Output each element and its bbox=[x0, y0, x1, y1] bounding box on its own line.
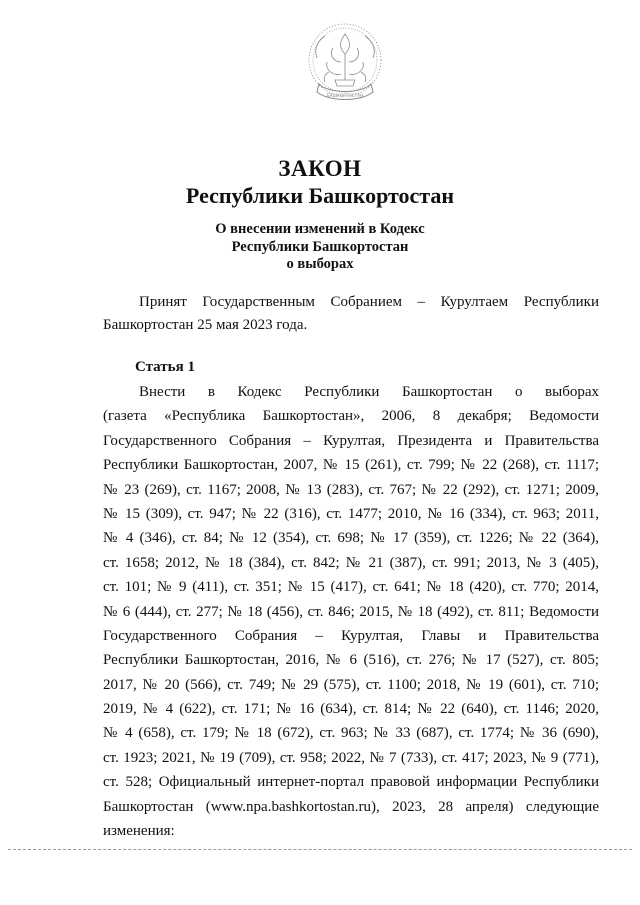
emblem-ribbon-text: БАШКОРТОСТАН bbox=[326, 93, 364, 98]
article-line: Государственного Собрания – Курултая, Президента и Правительства bbox=[103, 432, 599, 449]
adoption-line: Башкортостан 25 мая 2023 года. bbox=[103, 317, 308, 333]
adoption-line: Принят Государственным Собранием – Курултаем Республики bbox=[139, 294, 599, 310]
law-name-line: О внесении изменений в Кодекс bbox=[215, 221, 425, 237]
article-line: № 6 (444), ст. 277; № 18 (456), ст. 846; 2015, № 18 (492), ст. 811; Ведомости bbox=[103, 603, 599, 620]
article-line: Республики Башкортостан, 2016, № 6 (516), ст. 276; № 17 (527), ст. 805; bbox=[103, 652, 599, 669]
article-line: Республики Башкортостан, 2007, № 15 (261), ст. 799; № 22 (268), ст. 1117; bbox=[103, 457, 599, 474]
article-line: № 23 (269), ст. 1167; 2008, № 13 (283), ст. 767; № 22 (292), ст. 1271; 2009, bbox=[103, 481, 599, 498]
article-line: № 15 (309), ст. 947; № 22 (316), ст. 1477; 2010, № 16 (334), ст. 963; 2011, bbox=[103, 505, 599, 522]
coat-of-arms-icon bbox=[303, 18, 387, 112]
article-line: ст. 101; № 9 (411), ст. 351; № 15 (417), ст. 641; № 18 (420), ст. 770; 2014, bbox=[103, 579, 599, 596]
article-line: Внести в Кодекс Республики Башкортостан о выборах bbox=[139, 384, 599, 400]
law-name bbox=[0, 221, 640, 274]
law-name-line: Республики Башкортостан bbox=[231, 238, 409, 255]
article-line: № 4 (346), ст. 84; № 12 (354), ст. 698; № 17 (359), ст. 1226; № 22 (364), bbox=[103, 530, 599, 547]
article-line: Государственного Собрания – Курултая, Главы и Правительства bbox=[103, 627, 599, 644]
article-line: № 4 (658), ст. 179; № 18 (672), ст. 963; № 33 (687), ст. 1774; № 36 (690), bbox=[103, 725, 599, 742]
article-line: 2017, № 20 (566), ст. 749; № 29 (575), ст. 1100; 2018, № 19 (601), ст. 710; bbox=[103, 676, 599, 693]
republic-subtitle: Республики Башкортостан bbox=[185, 183, 455, 208]
article-line: ст. 1923; 2021, № 19 (709), ст. 958; 2022, № 7 (733), ст. 417; 2023, № 9 (771), bbox=[103, 749, 599, 766]
article-body bbox=[103, 380, 599, 843]
article-line: изменения: bbox=[103, 823, 175, 840]
article-line: ст. 1658; 2012, № 18 (384), ст. 842; № 21 (387), ст. 991; 2013, № 3 (405), bbox=[103, 554, 599, 571]
article-line: (газета «Республика Башкортостан», 2006, 8 декабря; Ведомости bbox=[103, 408, 599, 425]
article-line: ст. 528; Официальный интернет-портал правовой информации Республики bbox=[103, 774, 599, 791]
law-type-title: ЗАКОН bbox=[278, 156, 362, 181]
page-bottom-divider bbox=[8, 849, 632, 850]
article-heading: Статья 1 bbox=[135, 359, 195, 375]
article-line: Башкортостан (www.npa.bashkortostan.ru), 2023, 28 апреля) следующие bbox=[103, 798, 599, 815]
adoption-statement bbox=[103, 291, 599, 337]
law-name-line: о выборах bbox=[286, 256, 354, 272]
article-line: 2019, № 4 (622), ст. 171; № 16 (634), ст. 814; № 22 (640), ст. 1146; 2020, bbox=[103, 701, 599, 718]
